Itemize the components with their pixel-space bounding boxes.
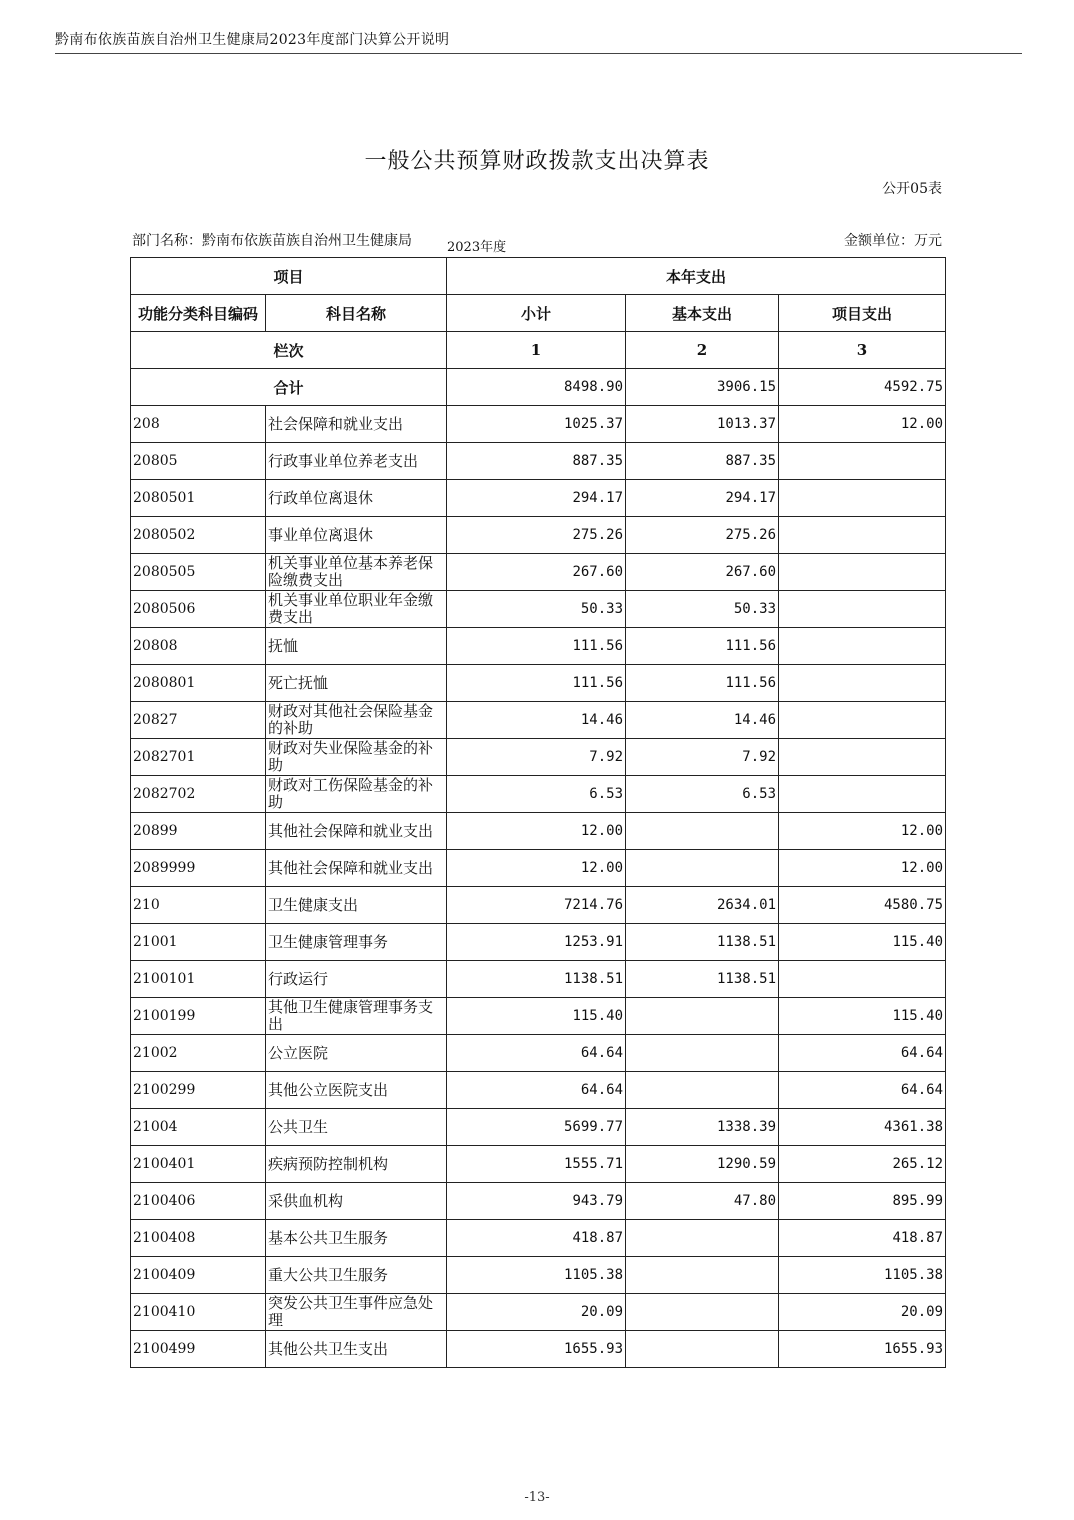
subject-name: 疾病预防控制机构	[266, 1146, 447, 1183]
table-row	[131, 961, 946, 998]
subtotal-cell: 12.00	[447, 850, 626, 887]
subject-code: 2100101	[131, 961, 266, 998]
basic-expenditure-cell: 1013.37	[626, 406, 779, 443]
basic-expenditure-cell: 2634.01	[626, 887, 779, 924]
running-header: 黔南布依族苗族自治州卫生健康局2023年度部门决算公开说明	[55, 32, 450, 48]
subject-code: 2080505	[131, 554, 266, 591]
subtotal-cell: 294.17	[447, 480, 626, 517]
subject-name: 机关事业单位职业年金缴费支出	[266, 591, 447, 628]
basic-expenditure-cell	[626, 1257, 779, 1294]
subject-code: 2080506	[131, 591, 266, 628]
subject-code: 208	[131, 406, 266, 443]
subject-code: 21004	[131, 1109, 266, 1146]
basic-expenditure-cell: 887.35	[626, 443, 779, 480]
basic-expenditure-cell: 47.80	[626, 1183, 779, 1220]
table-row	[131, 1257, 946, 1294]
project-expenditure-cell	[779, 517, 946, 554]
subject-name: 机关事业单位基本养老保险缴费支出	[266, 554, 447, 591]
subject-code: 2100199	[131, 998, 266, 1035]
table-row	[131, 702, 946, 739]
project-expenditure-cell	[779, 554, 946, 591]
subtotal-cell: 1253.91	[447, 924, 626, 961]
subject-name: 其他社会保障和就业支出	[266, 850, 447, 887]
subject-code: 2100299	[131, 1072, 266, 1109]
subject-name: 卫生健康管理事务	[266, 924, 447, 961]
basic-expenditure-cell: 275.26	[626, 517, 779, 554]
subtotal-cell: 1025.37	[447, 406, 626, 443]
subtotal-cell: 64.64	[447, 1035, 626, 1072]
expenditure-table	[130, 257, 946, 1368]
table-row	[131, 739, 946, 776]
project-expenditure-cell: 115.40	[779, 998, 946, 1035]
subtotal-cell: 111.56	[447, 665, 626, 702]
subtotal-cell: 12.00	[447, 813, 626, 850]
subject-name: 卫生健康支出	[266, 887, 447, 924]
project-expenditure-cell	[779, 739, 946, 776]
subject-code: 2082702	[131, 776, 266, 813]
project-expenditure-cell	[779, 480, 946, 517]
subject-name: 公共卫生	[266, 1109, 447, 1146]
table-row	[131, 1035, 946, 1072]
project-expenditure-cell	[779, 443, 946, 480]
subject-code: 2080501	[131, 480, 266, 517]
subject-code: 2080502	[131, 517, 266, 554]
subject-code: 20827	[131, 702, 266, 739]
subtotal-column-header: 小计	[447, 295, 626, 332]
table-row	[131, 628, 946, 665]
basic-expenditure-cell	[626, 1072, 779, 1109]
subject-code: 2082701	[131, 739, 266, 776]
subject-code: 2100408	[131, 1220, 266, 1257]
header-divider	[55, 53, 1022, 54]
basic-expenditure-cell: 111.56	[626, 628, 779, 665]
subject-name: 行政运行	[266, 961, 447, 998]
basic-expenditure-cell	[626, 813, 779, 850]
project-expenditure-cell: 1655.93	[779, 1331, 946, 1368]
basic-expenditure-cell: 1290.59	[626, 1146, 779, 1183]
basic-expenditure-cell	[626, 1220, 779, 1257]
table-row	[131, 813, 946, 850]
subtotal-cell: 64.64	[447, 1072, 626, 1109]
subtotal-cell: 20.09	[447, 1294, 626, 1331]
subtotal-cell: 6.53	[447, 776, 626, 813]
header-row-1	[131, 258, 946, 295]
subject-code: 20808	[131, 628, 266, 665]
table-row	[131, 443, 946, 480]
subject-code: 21002	[131, 1035, 266, 1072]
table-row	[131, 665, 946, 702]
subject-name: 行政单位离退休	[266, 480, 447, 517]
subject-name: 财政对工伤保险基金的补助	[266, 776, 447, 813]
subject-name: 突发公共卫生事件应急处理	[266, 1294, 447, 1331]
table-row	[131, 554, 946, 591]
subtotal-cell: 275.26	[447, 517, 626, 554]
subtotal-cell: 115.40	[447, 998, 626, 1035]
subject-code: 20805	[131, 443, 266, 480]
project-expenditure-cell	[779, 961, 946, 998]
page-title: 一般公共预算财政拨款支出决算表	[364, 149, 710, 174]
basic-column-header: 基本支出	[626, 295, 779, 332]
subject-code: 2100499	[131, 1331, 266, 1368]
subject-name: 死亡抚恤	[266, 665, 447, 702]
project-expenditure-cell: 115.40	[779, 924, 946, 961]
project-expenditure-cell	[779, 628, 946, 665]
subject-name: 其他社会保障和就业支出	[266, 813, 447, 850]
project-expenditure-cell	[779, 591, 946, 628]
subject-code: 2100401	[131, 1146, 266, 1183]
subtotal-cell: 943.79	[447, 1183, 626, 1220]
project-expenditure-cell	[779, 702, 946, 739]
column-number-2: 2	[626, 332, 779, 369]
total-project: 4592.75	[779, 369, 946, 406]
table-row	[131, 1183, 946, 1220]
table-row	[131, 480, 946, 517]
column-number-3: 3	[779, 332, 946, 369]
subtotal-cell: 418.87	[447, 1220, 626, 1257]
subtotal-cell: 50.33	[447, 591, 626, 628]
subject-name: 社会保障和就业支出	[266, 406, 447, 443]
subject-code: 2080801	[131, 665, 266, 702]
total-basic: 3906.15	[626, 369, 779, 406]
table-code: 公开05表	[882, 181, 942, 197]
total-label: 合计	[131, 369, 447, 406]
subtotal-cell: 267.60	[447, 554, 626, 591]
subject-code: 2089999	[131, 850, 266, 887]
subtotal-cell: 5699.77	[447, 1109, 626, 1146]
project-expenditure-cell: 64.64	[779, 1035, 946, 1072]
subtotal-cell: 111.56	[447, 628, 626, 665]
basic-expenditure-cell	[626, 1331, 779, 1368]
project-expenditure-cell: 1105.38	[779, 1257, 946, 1294]
column-number-label: 栏次	[131, 332, 447, 369]
subject-name: 其他公共卫生支出	[266, 1331, 447, 1368]
subject-name: 重大公共卫生服务	[266, 1257, 447, 1294]
total-subtotal: 8498.90	[447, 369, 626, 406]
basic-expenditure-cell: 294.17	[626, 480, 779, 517]
subtotal-cell: 7214.76	[447, 887, 626, 924]
table-row	[131, 1109, 946, 1146]
fiscal-year: 2023年度	[447, 240, 507, 255]
name-column-header: 科目名称	[266, 295, 447, 332]
subject-code: 21001	[131, 924, 266, 961]
subtotal-cell: 1105.38	[447, 1257, 626, 1294]
project-column-header: 项目支出	[779, 295, 946, 332]
total-row	[131, 369, 946, 406]
subject-name: 公立医院	[266, 1035, 447, 1072]
basic-expenditure-cell: 1138.51	[626, 961, 779, 998]
project-expenditure-cell: 20.09	[779, 1294, 946, 1331]
project-expenditure-cell: 12.00	[779, 850, 946, 887]
subtotal-cell: 1138.51	[447, 961, 626, 998]
table-row	[131, 1294, 946, 1331]
subtotal-cell: 1655.93	[447, 1331, 626, 1368]
subtotal-cell: 1555.71	[447, 1146, 626, 1183]
basic-expenditure-cell: 111.56	[626, 665, 779, 702]
subject-name: 其他公立医院支出	[266, 1072, 447, 1109]
subject-name: 事业单位离退休	[266, 517, 447, 554]
table-row	[131, 1146, 946, 1183]
project-expenditure-cell: 64.64	[779, 1072, 946, 1109]
project-expenditure-cell: 12.00	[779, 813, 946, 850]
table-row	[131, 517, 946, 554]
project-expenditure-cell: 265.12	[779, 1146, 946, 1183]
subject-name: 行政事业单位养老支出	[266, 443, 447, 480]
column-number-row	[131, 332, 946, 369]
basic-expenditure-cell: 14.46	[626, 702, 779, 739]
subtotal-cell: 14.46	[447, 702, 626, 739]
subject-name: 财政对失业保险基金的补助	[266, 739, 447, 776]
basic-expenditure-cell	[626, 998, 779, 1035]
table-row	[131, 850, 946, 887]
subject-name: 基本公共卫生服务	[266, 1220, 447, 1257]
basic-expenditure-cell: 267.60	[626, 554, 779, 591]
basic-expenditure-cell: 1138.51	[626, 924, 779, 961]
table-row	[131, 1220, 946, 1257]
subject-name: 财政对其他社会保险基金的补助	[266, 702, 447, 739]
page-number: -13-	[524, 1490, 550, 1505]
table-row	[131, 924, 946, 961]
subtotal-cell: 887.35	[447, 443, 626, 480]
table-row	[131, 591, 946, 628]
project-expenditure-cell: 4361.38	[779, 1109, 946, 1146]
table-row	[131, 998, 946, 1035]
code-column-header: 功能分类科目编码	[131, 295, 266, 332]
current-year-header: 本年支出	[447, 258, 946, 295]
project-expenditure-cell: 4580.75	[779, 887, 946, 924]
amount-unit: 金额单位：万元	[844, 233, 942, 249]
basic-expenditure-cell	[626, 1035, 779, 1072]
basic-expenditure-cell: 50.33	[626, 591, 779, 628]
basic-expenditure-cell	[626, 850, 779, 887]
item-header: 项目	[131, 258, 447, 295]
basic-expenditure-cell: 7.92	[626, 739, 779, 776]
subject-code: 2100406	[131, 1183, 266, 1220]
subject-code: 2100410	[131, 1294, 266, 1331]
header-row-2	[131, 295, 946, 332]
project-expenditure-cell: 12.00	[779, 406, 946, 443]
column-number-1: 1	[447, 332, 626, 369]
subject-code: 210	[131, 887, 266, 924]
project-expenditure-cell	[779, 776, 946, 813]
basic-expenditure-cell: 6.53	[626, 776, 779, 813]
project-expenditure-cell: 418.87	[779, 1220, 946, 1257]
subject-name: 抚恤	[266, 628, 447, 665]
basic-expenditure-cell: 1338.39	[626, 1109, 779, 1146]
subject-name: 采供血机构	[266, 1183, 447, 1220]
table-row	[131, 887, 946, 924]
basic-expenditure-cell	[626, 1294, 779, 1331]
table-row	[131, 776, 946, 813]
subject-code: 20899	[131, 813, 266, 850]
subject-code: 2100409	[131, 1257, 266, 1294]
department-name: 部门名称：黔南布依族苗族自治州卫生健康局	[132, 233, 412, 249]
table-row	[131, 1331, 946, 1368]
project-expenditure-cell: 895.99	[779, 1183, 946, 1220]
subject-name: 其他卫生健康管理事务支出	[266, 998, 447, 1035]
project-expenditure-cell	[779, 665, 946, 702]
subtotal-cell: 7.92	[447, 739, 626, 776]
table-body	[131, 258, 946, 1368]
table-row	[131, 406, 946, 443]
table-row	[131, 1072, 946, 1109]
